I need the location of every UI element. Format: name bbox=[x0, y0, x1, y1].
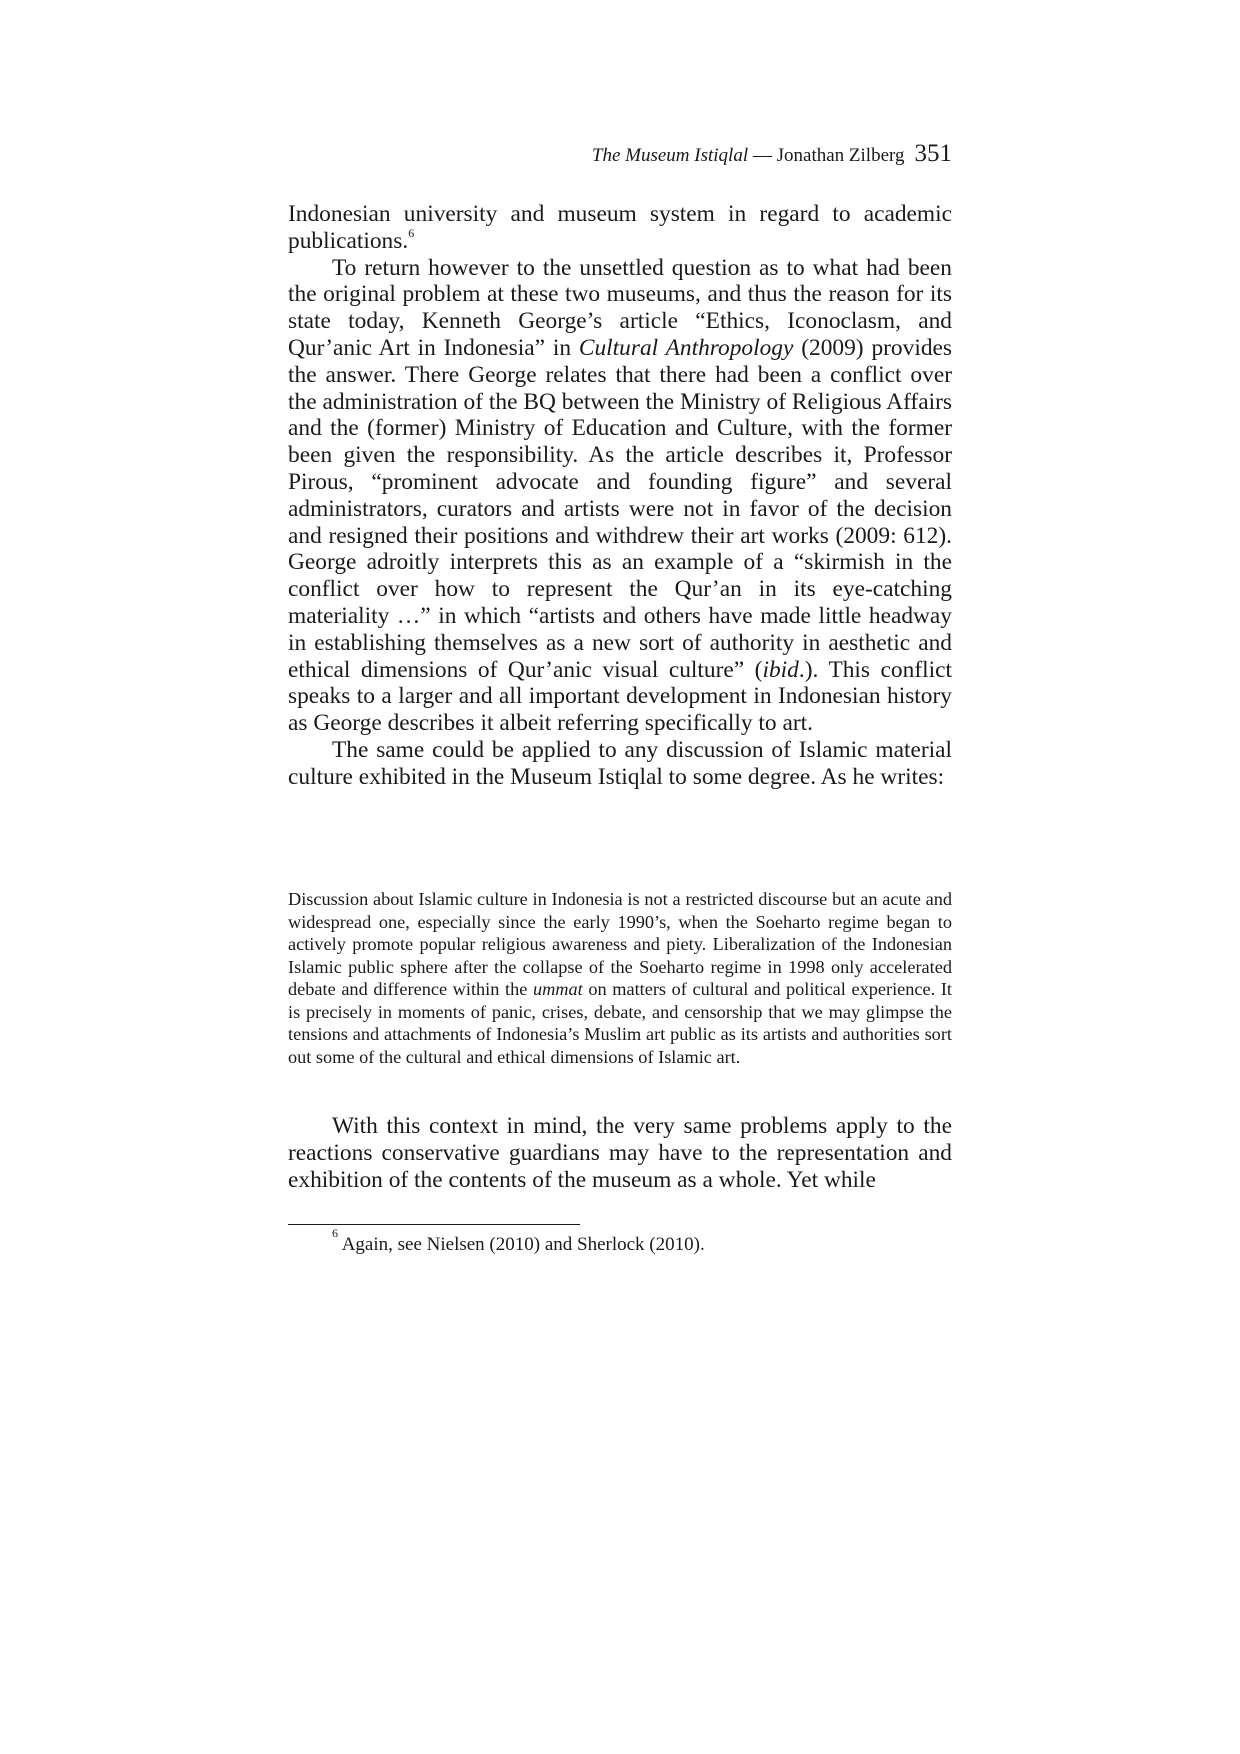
journal-name-cultural-anthropology: Cultural Anthropology bbox=[578, 334, 794, 361]
main-body bbox=[288, 201, 952, 791]
block-quote-part-1: Discussion about Islamic culture in Indonesia is not a restricted discourse but an acute and widespread one, especially since the early 1990’s, when the Soeharto regime began to actively promote popular religious awareness and piety. Liberalization of the Indonesian Islamic public sphere after the collapse of the Soeharto regime in 1998 only accelerated debate and difference within the bbox=[288, 889, 952, 999]
paragraph-1 bbox=[288, 201, 952, 255]
ibid-citation: ibid bbox=[762, 656, 799, 683]
footnote-text: Again, see Nielsen (2010) and Sherlock (2010). bbox=[338, 1234, 705, 1255]
page-number: 351 bbox=[914, 140, 952, 167]
paragraph-2-part-3: .). This conflict speaks to a larger and all important development in Indonesian history as George describes it albeit referring specifically to art. bbox=[288, 656, 952, 737]
block-quote-part-2: on matters of cultural and political experience. It is precisely in moments of panic, crises, debate, and censorship that we may glimpse the tensions and attachments of Indonesia’s Muslim art public as its artists and authorities sort out some of the cultural and ethical dimensions of Islamic art. bbox=[288, 979, 952, 1067]
footnote-separator bbox=[288, 1224, 580, 1225]
paragraph-2-part-2: (2009) provides the answer. There George relates that there had been a conflict over the administration of the BQ between the Ministry of Religious Affairs and the (former) Ministry of Education and Culture, with the former been given the responsibility. As the article describes it, Professor Pirous, “prominent advocate and founding figure” and several administrators, curators and artists were not in favor of the decision and resigned their positions and withdrew their art works (2009: 612). George adroitly interprets this as an example of a “skirmish in the conflict over how to represent the Qur’an in its eye-catching materiality …” in which “artists and others have made little headway in establishing themselves as a new sort of authority in aesthetic and ethical dimensions of Qur’anic visual culture” ( bbox=[288, 334, 953, 683]
paragraph-4: With this context in mind, the very same problems apply to the reactions conservative guardians may have to the representation and exhibition of the contents of the museum as a whole. Yet while bbox=[288, 1113, 952, 1193]
header-author: Jonathan Zilberg bbox=[776, 145, 905, 166]
footnote-6 bbox=[332, 1225, 952, 1258]
paragraph-2-part-1: To return however to the unsettled question as to what had been the original problem at these two museums, and thus the reason for its state today, Kenneth George’s article “Ethics, Iconoclasm, and Qur’anic Art in Indonesia” in bbox=[288, 254, 952, 361]
header-dash: — bbox=[752, 145, 772, 166]
journal-title: The Museum Istiqlal bbox=[591, 145, 749, 166]
block-quote bbox=[288, 888, 952, 1068]
paragraph-1-text: Indonesian university and museum system in regard to academic publications. bbox=[288, 201, 952, 254]
paragraph-3: The same could be applied to any discussion of Islamic material culture exhibited in the Museum Istiqlal to some degree. As he writes: bbox=[288, 736, 952, 790]
footnote-ref-6: 6 bbox=[408, 226, 415, 240]
ummat-term: ummat bbox=[532, 979, 583, 999]
running-header bbox=[288, 140, 952, 170]
paragraph-2 bbox=[288, 255, 952, 737]
footnote-number: 6 bbox=[332, 1225, 338, 1240]
